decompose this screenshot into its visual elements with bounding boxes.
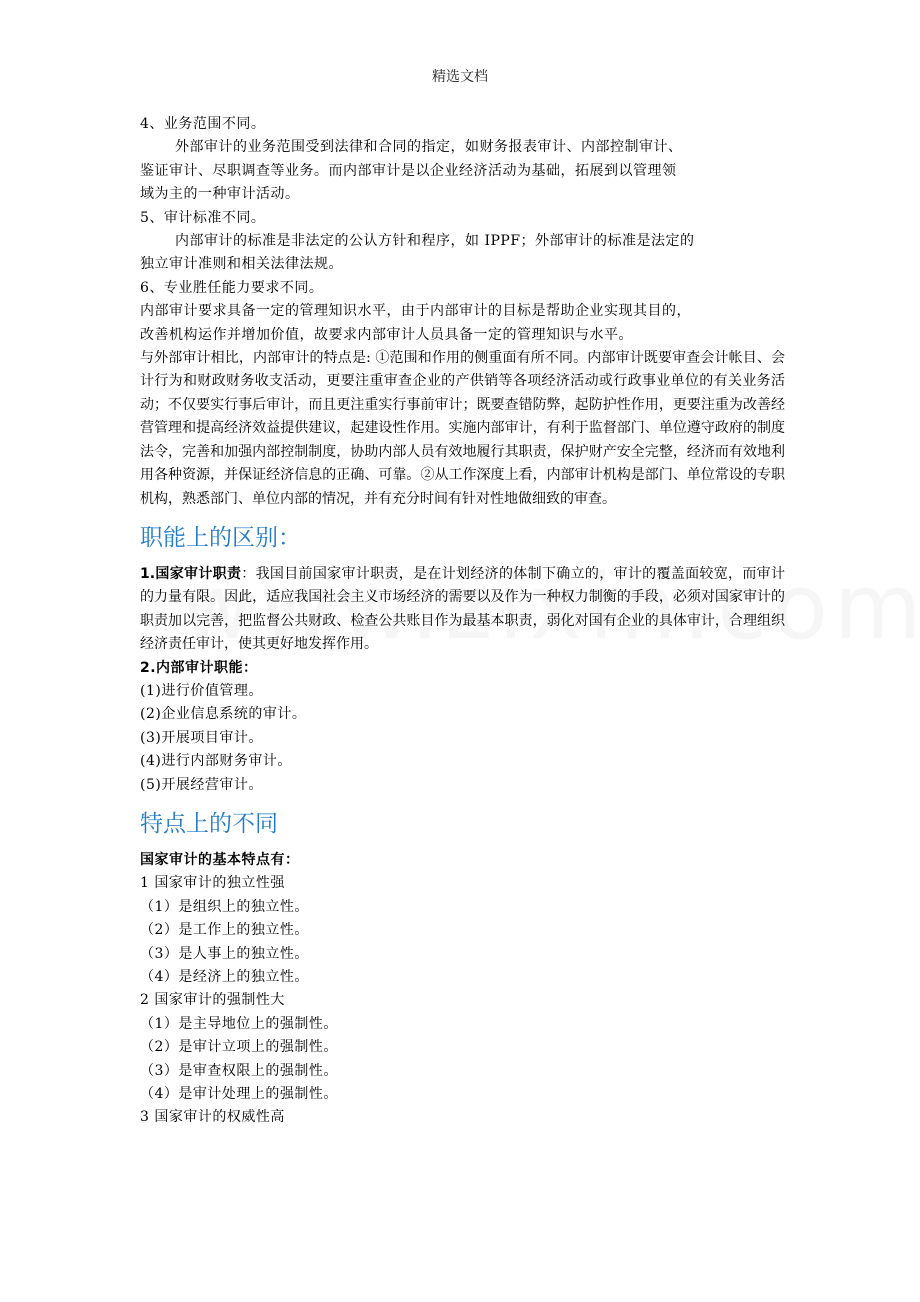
function-item-4: (4)进行内部财务审计。 <box>140 753 292 770</box>
section-5-title: 5、审计标准不同。 <box>140 209 266 226</box>
characteristic-group-1: 1 国家审计的独立性强 <box>140 875 285 892</box>
characteristics-heading: 特点上的不同 <box>140 810 278 837</box>
characteristic-1-item-3: （3）是人事上的独立性。 <box>140 945 309 962</box>
section-5-line-1: 内部审计的标准是非法定的公认方针和程序，如 IPPF；外部审计的标准是法定的 <box>175 233 695 250</box>
section-6-title: 6、专业胜任能力要求不同。 <box>140 279 324 296</box>
internal-audit-functions-label: 2.内部审计职能： <box>140 659 258 676</box>
section-5-line-2: 独立审计准则和相关法律法规。 <box>140 256 343 273</box>
characteristics-subheading: 国家审计的基本特点有： <box>140 851 300 868</box>
characteristic-1-item-4: （4）是经济上的独立性。 <box>140 969 309 985</box>
national-audit-duty-text: ：我国目前国家审计职责，是在计划经济的体制下确立的，审计的覆盖面较宽，而审计的力量有限。因此，适应我国社会主义市场经济的需要以及作为一种权力制衡的手段，必须对国家审计的职责加以完善，把监督公共财政、检查公共账目作为最基本职责，弱化对国有企业的具体审计，合理组织经济责任审计，使其更好地发挥作用。 <box>140 565 785 653</box>
function-item-3: (3)开展项目审计。 <box>140 729 263 746</box>
section-4-line-2: 鉴证审计、尽职调查等业务。而内部审计是以企业经济活动为基础，拓展到以管理领 <box>140 162 677 179</box>
characteristic-1-item-2: （2）是工作上的独立性。 <box>140 922 309 939</box>
characteristic-2-item-3: （3）是审查权限上的强制性。 <box>140 1062 338 1079</box>
section-6-line-1: 内部审计要求具备一定的管理知识水平，由于内部审计的目标是帮助企业实现其目的， <box>140 303 691 320</box>
characteristic-1-item-1: （1）是组织上的独立性。 <box>140 898 309 915</box>
characteristic-2-item-1: （1）是主导地位上的强制性。 <box>140 1015 338 1032</box>
function-item-2: (2)企业信息系统的审计。 <box>140 706 307 723</box>
characteristic-group-3: 3 国家审计的权威性高 <box>140 1109 285 1126</box>
section-6-line-2: 改善机构运作并增加价值，故要求内部审计人员具备一定的管理知识与水平。 <box>140 326 633 343</box>
internal-audit-features-paragraph: 与外部审计相比，内部审计的特点是: ①范围和作用的侧重面有所不同。内部审计既要审查会计帐目、会计行为和财政财务收支活动，更要注重审查企业的产供销等各项经济活动或行政事业单位的有关业务活动；不仅要实行事后审计，而且更注重实行事前审计；既要查错防弊，起防护性作用，更要注重为改善经营管理和提高经济效益提供建议，起建设性作用。实施内部审计，有利于监督部门、单位遵守政府的制度法令，完善和加强内部控制制度，协助内部人员有效地履行其职责，保护财产安全完整，经济而有效地利用各种资源，并保证经济信息的正确、可靠。②从工作深度上看，内部审计机构是部门、单位常设的专职机构，熟悉部门、单位内部的情况，并有充分时间有针对性地做细致的审查。 <box>140 350 785 507</box>
characteristic-2-item-2: （2）是审计立项上的强制性。 <box>140 1039 338 1056</box>
page-header-title: 精选文档 <box>432 69 488 85</box>
section-4-line-1: 外部审计的业务范围受到法律和合同的指定，如财务报表审计、内部控制审计、 <box>175 139 683 156</box>
function-item-5: (5)开展经营审计。 <box>140 776 263 793</box>
function-item-1: (1)进行价值管理。 <box>140 682 263 699</box>
document-body <box>140 113 785 1130</box>
characteristic-group-2: 2 国家审计的强制性大 <box>140 992 285 1009</box>
functions-heading: 职能上的区别： <box>140 524 301 551</box>
section-4-title: 4、业务范围不同。 <box>140 116 266 132</box>
section-4-line-3: 域为主的一种审计活动。 <box>140 186 300 203</box>
national-audit-duty-paragraph <box>140 563 785 657</box>
national-audit-duty-label: 1.国家审计职责 <box>140 565 242 582</box>
characteristic-2-item-4: （4）是审计处理上的强制性。 <box>140 1086 338 1103</box>
